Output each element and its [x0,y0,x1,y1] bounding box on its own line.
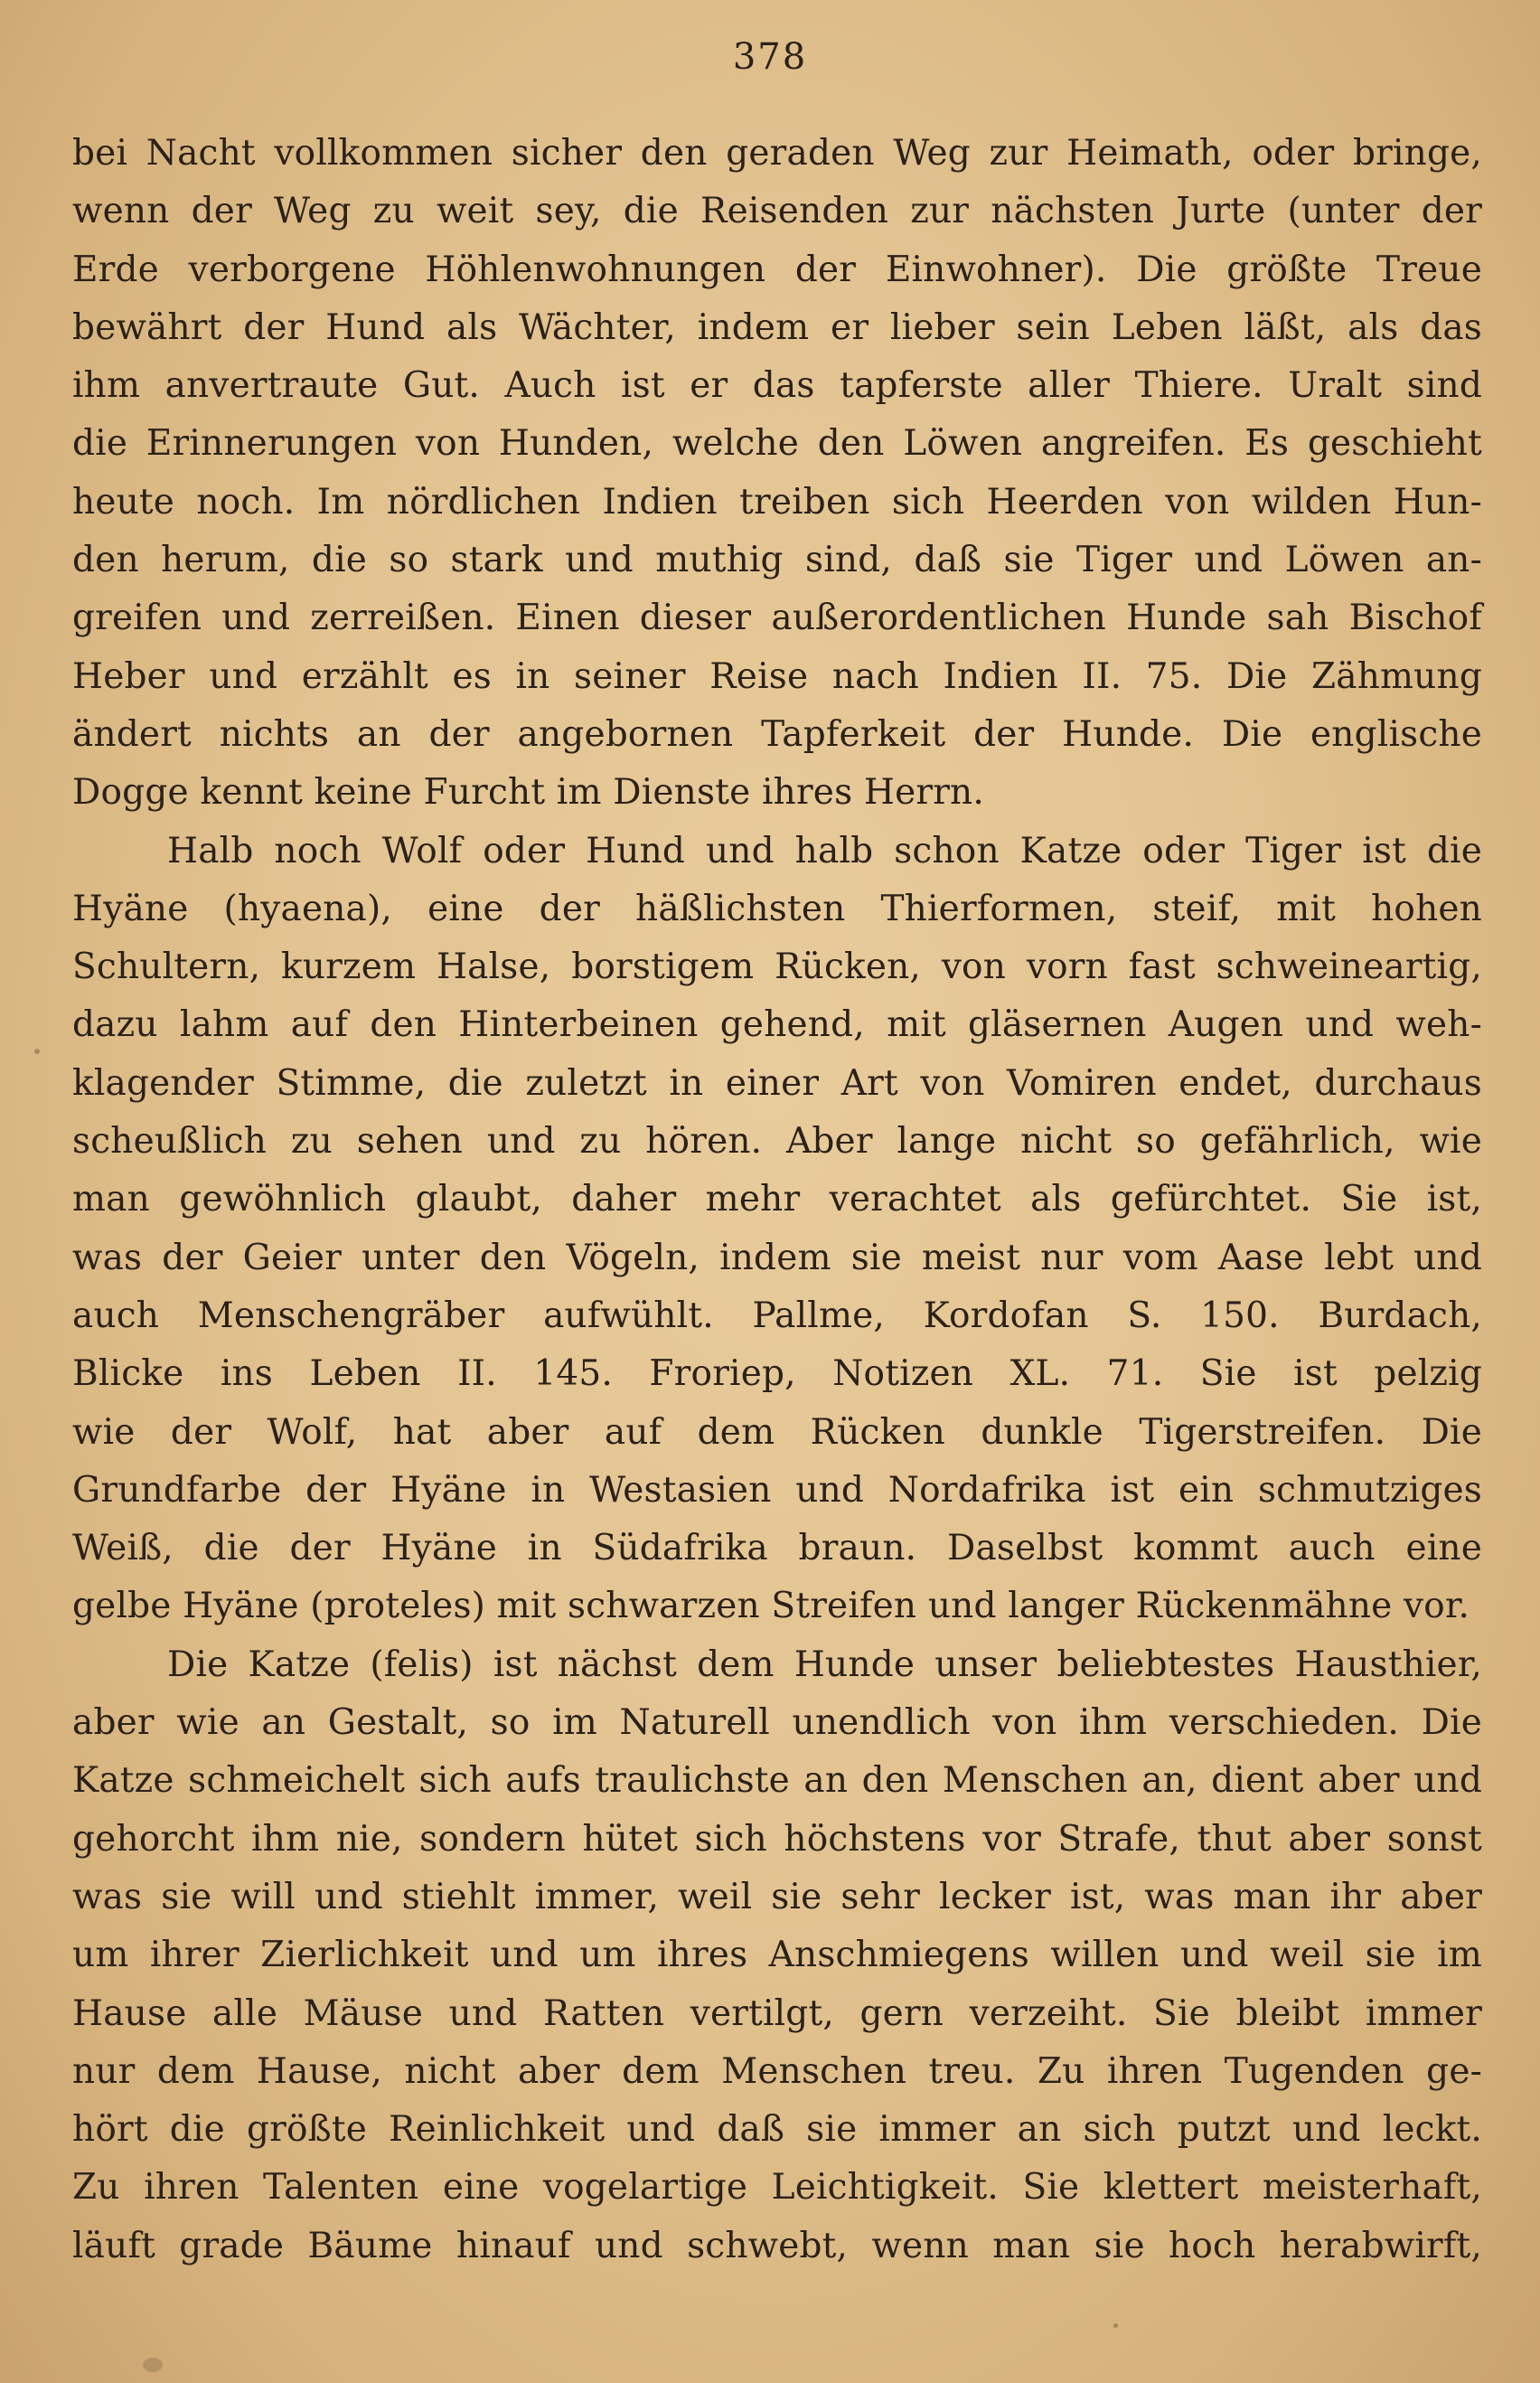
text-line: Katze schmeichelt sich aufs traulichste an den Menschen an, dient aber und [72,1760,1482,1802]
text-line: aber wie an Gestalt, so im Naturell unendlich von ihm verschieden. Die [72,1702,1482,1744]
text-line: wie der Wolf, hat aber auf dem Rücken dunkle Tigerstreifen. Die [72,1411,1482,1453]
text-line: ihm anvertraute Gut. Auch ist er das tapferste aller Thiere. Uralt sind [72,365,1482,407]
page-number: 378 [732,36,808,78]
text-line: dazu lahm auf den Hinterbeinen gehend, mit gläsernen Augen und weh- [72,1004,1482,1046]
text-line: die Erinnerungen von Hunden, welche den Löwen angreifen. Es geschieht [72,423,1482,465]
text-line: Dogge kennt keine Furcht im Dienste ihres Herrn. [72,772,984,814]
paragraph-dog [72,125,1482,823]
text-line: Blicke ins Leben II. 145. Froriep, Notizen XL. 71. Sie ist pelzig [72,1353,1482,1395]
paragraph-cat [72,1636,1482,2275]
text-line: gelbe Hyäne (proteles) mit schwarzen Streifen und langer Rückenmähne vor. [72,1586,1470,1627]
text-line: nur dem Hause, nicht aber dem Menschen treu. Zu ihren Tugenden ge- [72,2050,1482,2092]
text-line: Die Katze (felis) ist nächst dem Hunde unser beliebtestes Hausthier, [167,1644,1482,1685]
paragraph-hyena [72,823,1482,1636]
text-line: wenn der Weg zu weit sey, die Reisenden zur nächsten Jurte (unter der [72,191,1482,232]
text-line: auch Menschengräber aufwühlt. Pallme, Kordofan S. 150. Burdach, [72,1295,1482,1336]
text-line: läuft grade Bäume hinauf und schwebt, wenn man sie hoch herabwirft, [72,2225,1482,2266]
text-line: Zu ihren Talenten eine vogelartige Leichtigkeit. Sie klettert meisterhaft, [72,2167,1482,2209]
ink-speck [1113,2323,1118,2328]
ink-speck [143,2358,163,2372]
text-line: Halb noch Wolf oder Hund und halb schon Katze oder Tiger ist die [167,830,1482,871]
text-line: gehorcht ihm nie, sondern hütet sich höchstens vor Strafe, thut aber sonst [72,1818,1482,1860]
text-line: den herum, die so stark und muthig sind, daß sie Tiger und Löwen an- [72,540,1482,581]
text-line: Hyäne (hyaena), eine der häßlichsten Thierformen, steif, mit hohen [72,888,1482,929]
text-line: klagender Stimme, die zuletzt in einer Art von Vomiren endet, durchaus [72,1062,1482,1104]
text-line: Erde verborgene Höhlenwohnungen der Einwohner). Die größte Treue [72,249,1482,290]
text-line: man gewöhnlich glaubt, daher mehr verachtet als gefürchtet. Sie ist, [72,1179,1482,1220]
text-line: was der Geier unter den Vögeln, indem sie meist nur vom Aase lebt und [72,1237,1482,1278]
text-line: hört die größte Reinlichkeit und daß sie immer an sich putzt und leckt. [72,2109,1482,2151]
text-line: greifen und zerreißen. Einen dieser außerordentlichen Hunde sah Bischof [72,598,1482,639]
ink-speck [34,1049,40,1054]
text-line: heute noch. Im nördlichen Indien treiben sich Heerden von wilden Hun- [72,481,1482,523]
text-line: Hause alle Mäuse und Ratten vertilgt, gern verzeiht. Sie bleibt immer [72,1992,1482,2034]
text-line: Weiß, die der Hyäne in Südafrika braun. Daselbst kommt auch eine [72,1528,1482,1569]
text-line: ändert nichts an der angebornen Tapferkeit der Hunde. Die englische [72,713,1482,755]
text-line: was sie will und stiehlt immer, weil sie sehr lecker ist, was man ihr aber [72,1876,1482,1917]
body-text [72,125,1482,2275]
text-line: Schultern, kurzem Halse, borstigem Rücken, von vorn fast schweineartig, [72,947,1482,988]
text-line: bewährt der Hund als Wächter, indem er lieber sein Leben läßt, als das [72,306,1482,348]
text-line: um ihrer Zierlichkeit und um ihres Anschmiegens willen und weil sie im [72,1935,1482,1976]
text-line: scheußlich zu sehen und zu hören. Aber lange nicht so gefährlich, wie [72,1121,1482,1163]
text-line: Heber und erzählt es in seiner Reise nach Indien II. 75. Die Zähmung [72,655,1482,697]
text-line: bei Nacht vollkommen sicher den geraden Weg zur Heimath, oder bringe, [72,133,1482,174]
text-line: Grundfarbe der Hyäne in Westasien und Nordafrika ist ein schmutziges [72,1469,1482,1511]
